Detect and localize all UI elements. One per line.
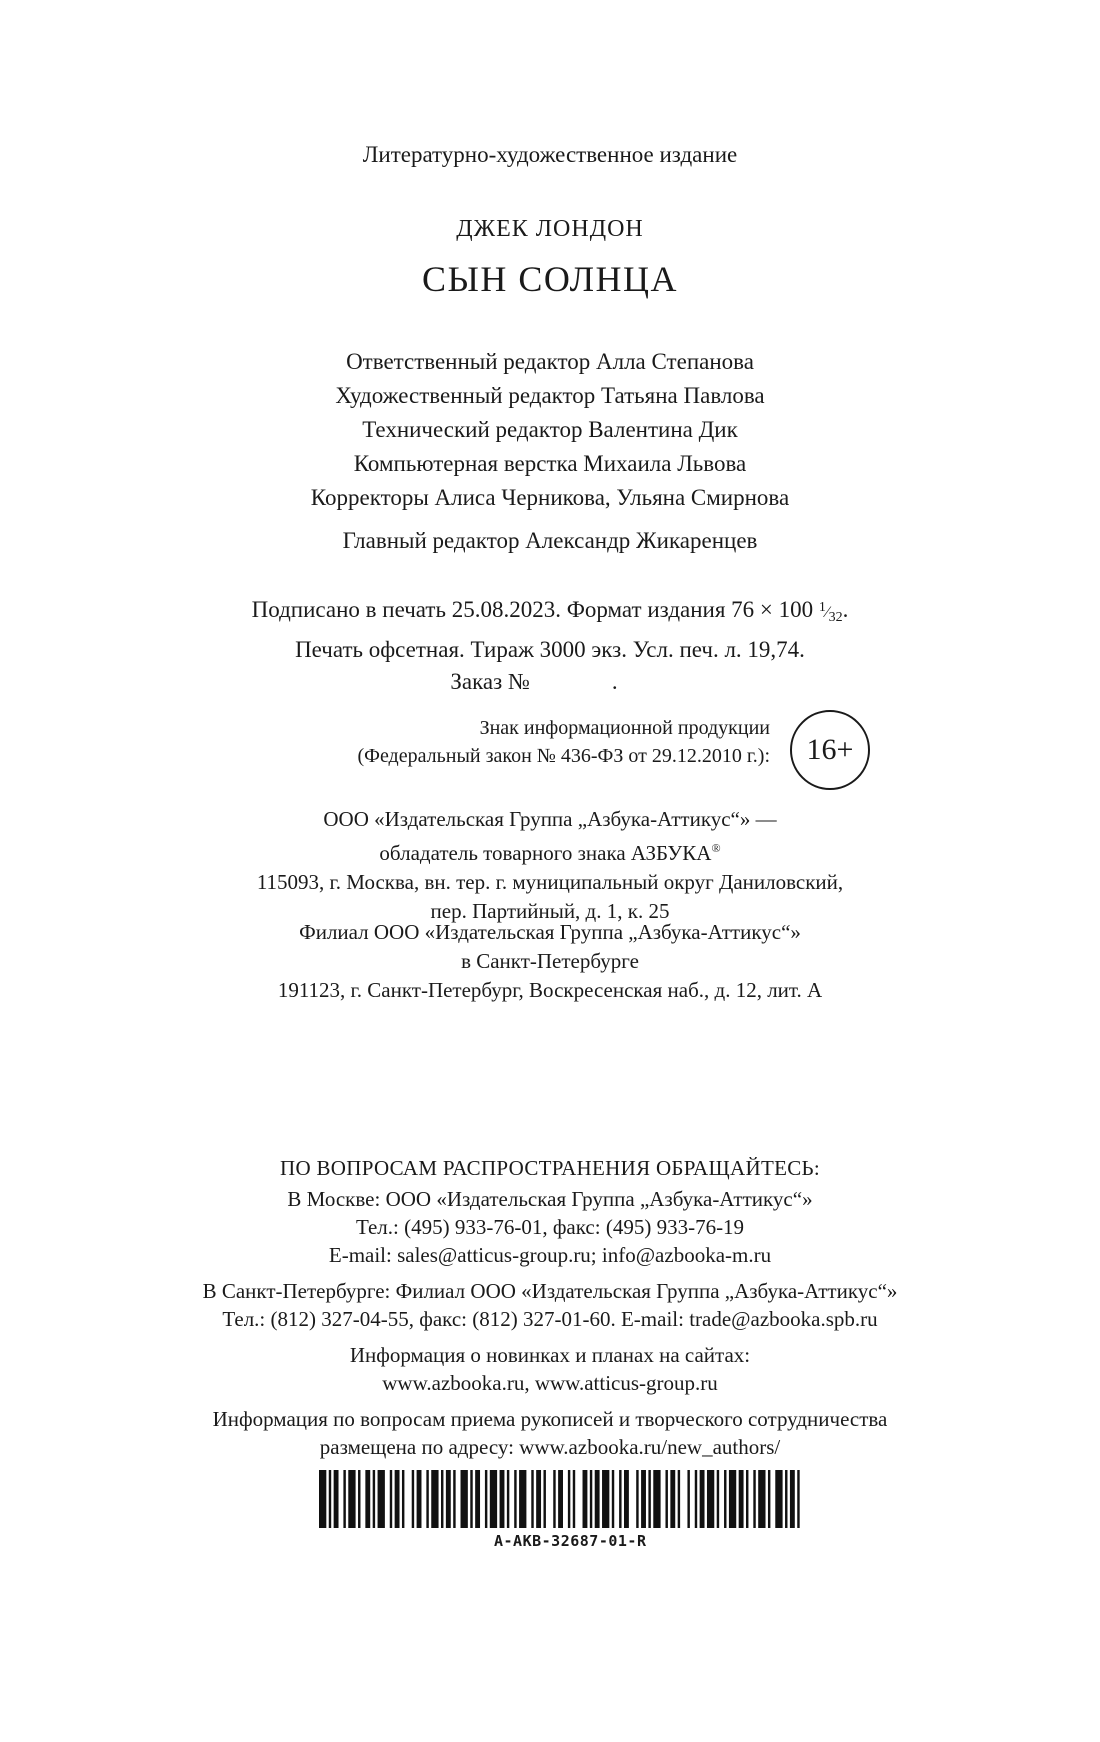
barcode-bar (653, 1470, 660, 1528)
barcode-bar (348, 1470, 355, 1528)
credit-line: Компьютерная верстка Михаила Львова (353, 451, 747, 476)
barcode-bar (670, 1470, 675, 1528)
spb-contact: В Санкт-Петербурге: Филиал ООО «Издательская Группа „Азбука-Аттикус“» (202, 1279, 898, 1303)
barcode-bar (648, 1470, 650, 1528)
credit-line: Художественный редактор Татьяна Павлова (335, 383, 765, 408)
distribution-info (0, 1154, 1100, 1461)
barcode-bar (758, 1470, 765, 1528)
barcode-bar (378, 1470, 385, 1528)
barcode-bar (595, 1470, 600, 1528)
print-info (0, 592, 1100, 698)
barcode-bar (641, 1470, 646, 1528)
barcode-bar (395, 1470, 400, 1528)
barcode-bar (590, 1470, 592, 1528)
barcode-bar (729, 1470, 736, 1528)
barcode-code: A-AKB-32687-01-R (494, 1532, 647, 1550)
barcode-bar (531, 1470, 533, 1528)
barcode-bar (485, 1470, 487, 1528)
barcode-bar (519, 1470, 526, 1528)
barcode-bar (558, 1470, 563, 1528)
barcode-bar (441, 1470, 443, 1528)
barcode-bar (707, 1470, 714, 1528)
barcode-bar (475, 1470, 480, 1528)
credit-line: Технический редактор Валентина Дик (362, 417, 738, 442)
barcode-bar (390, 1470, 392, 1528)
barcode-bar (461, 1470, 468, 1528)
barcode-bar (746, 1470, 748, 1528)
barcode-bar (785, 1470, 787, 1528)
barcode-bar (612, 1470, 614, 1528)
barcode-bar (717, 1470, 719, 1528)
book-author: ДЖЕК ЛОНДОН (456, 216, 644, 242)
order-number-line: Заказ № . (450, 669, 618, 694)
barcode-bar (678, 1470, 680, 1528)
barcode-bar (446, 1470, 451, 1528)
trademark-mark: ® (711, 841, 721, 855)
barcode-bar (431, 1470, 438, 1528)
manuscripts-link: размещена по адресу: www.azbooka.ru/new_authors/ (319, 1435, 781, 1459)
manuscripts-info: Информация по вопросам приема рукописей и творческого сотрудничества (212, 1407, 888, 1431)
barcode-bar (687, 1470, 689, 1528)
spb-phone-email: Тел.: (812) 327-04-55, факс: (812) 327-01-60. E-mail: trade@azbooka.spb.ru (222, 1307, 878, 1331)
barcode-bar (470, 1470, 472, 1528)
barcode-bar (373, 1470, 375, 1528)
print-run-line: Печать офсетная. Тираж 3000 экз. Усл. печ. л. 19,74. (295, 637, 805, 662)
age-rating-text: Знак информационной продукции (Федеральный закон № 436-ФЗ от 29.12.2010 г.): (357, 717, 770, 767)
barcode-bar (753, 1470, 755, 1528)
barcode-bar (775, 1470, 782, 1528)
book-title: СЫН СОЛНЦА (421, 259, 679, 299)
barcode-bar (619, 1470, 621, 1528)
credit-line: Ответственный редактор Алла Степанова (346, 349, 754, 374)
branch-info: Филиал ООО «Издательская Группа „Азбука-Аттикус“» в Санкт-Петербурге 191123, г. Санкт-Петербург, Воскресенская наб., д. 12, лит. А (277, 920, 823, 1002)
barcode-bar (624, 1470, 629, 1528)
barcode-bar (507, 1470, 509, 1528)
credits-list (0, 345, 1100, 515)
barcode-bar (490, 1470, 497, 1528)
chief-editor: Главный редактор Александр Жикаренцев (342, 528, 758, 553)
barcode-bar (790, 1470, 795, 1528)
barcode-bar (700, 1470, 705, 1528)
barcode-bar (417, 1470, 422, 1528)
publisher-info: ООО «Издательская Группа „Азбука-Аттикус“» — обладатель товарного знака АЗБУКА® 115093, г. Москва, вн. тер. г. муниципальный округ Даниловский, пер. Партийный, д. 1, к. 25 (256, 807, 844, 923)
barcode-bar (724, 1470, 726, 1528)
barcode-bar (543, 1470, 545, 1528)
sites-info: Информация о новинках и планах на сайтах: (349, 1343, 751, 1367)
moscow-phone: Тел.: (495) 933-76-01, факс: (495) 933-76-19 (355, 1215, 745, 1239)
barcode-bar (358, 1470, 360, 1528)
barcode-bar (583, 1470, 588, 1528)
barcode-bar (797, 1470, 799, 1528)
barcode-bar (768, 1470, 770, 1528)
barcode-bar (402, 1470, 404, 1528)
barcode-bar (319, 1470, 326, 1528)
barcode-bar (329, 1470, 331, 1528)
moscow-contact: В Москве: ООО «Издательская Группа „Азбука-Аттикус“» (287, 1187, 813, 1211)
barcode-bar (365, 1470, 370, 1528)
barcode-bar (426, 1470, 428, 1528)
barcode-bar (695, 1470, 697, 1528)
edition-type: Литературно-художественное издание (362, 142, 738, 167)
barcode-bar (514, 1470, 516, 1528)
barcode-bar (739, 1470, 744, 1528)
moscow-email: E-mail: sales@atticus-group.ru; info@azbooka-m.ru (328, 1243, 772, 1267)
barcode-bar (343, 1470, 345, 1528)
barcode-bar (453, 1470, 455, 1528)
barcode-bar (553, 1470, 555, 1528)
credit-line: Корректоры Алиса Черникова, Ульяна Смирнова (310, 485, 790, 510)
barcode (318, 1470, 818, 1550)
barcode-bar (568, 1470, 570, 1528)
print-format-line: Подписано в печать 25.08.2023. Формат издания 76 × 100 $^1⁄_{32}$. (251, 597, 849, 625)
barcode-bar (636, 1470, 638, 1528)
sites-links: www.azbooka.ru, www.atticus-group.ru (382, 1371, 718, 1395)
barcode-bar (412, 1470, 414, 1528)
barcode-bar (602, 1470, 609, 1528)
distribution-title: ПО ВОПРОСАМ РАСПРОСТРАНЕНИЯ ОБРАЩАЙТЕСЬ: (280, 1156, 820, 1180)
barcode-bar (536, 1470, 541, 1528)
barcode-bar (334, 1470, 339, 1528)
format-fraction: $^1⁄_{32}$ (818, 600, 843, 625)
barcode-bar (500, 1470, 505, 1528)
barcode-bar (665, 1470, 667, 1528)
barcode-icon (318, 1470, 808, 1528)
age-rating-badge: 16+ (790, 710, 870, 790)
barcode-bar (573, 1470, 575, 1528)
